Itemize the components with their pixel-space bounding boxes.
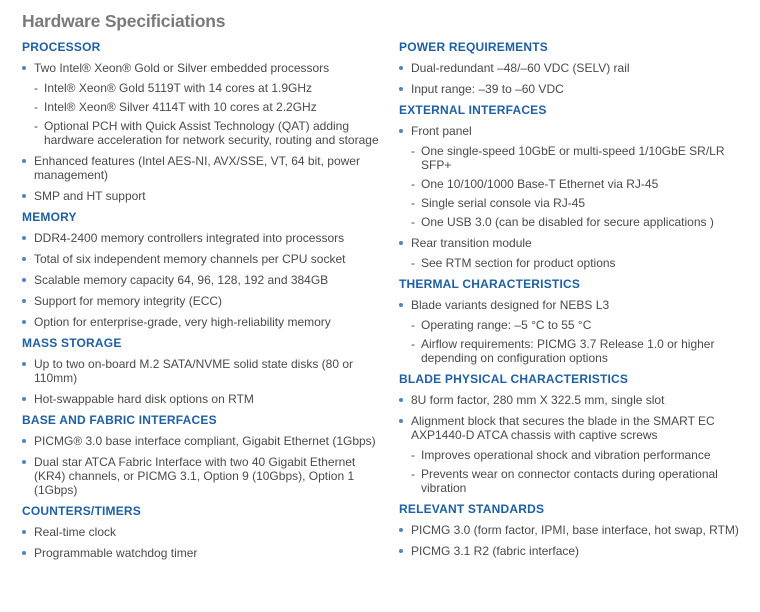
bullet-text: Hot-swappable hard disk options on RTM xyxy=(34,392,254,406)
section-heading: EXTERNAL INTERFACES xyxy=(399,103,547,117)
right-column xyxy=(399,40,749,565)
sub-list xyxy=(411,448,749,495)
sub-item-text: Prevents wear on connector contacts during operational vibration xyxy=(421,467,718,495)
sub-item xyxy=(411,177,749,191)
bullet-item xyxy=(22,315,384,329)
bullet-dot-icon xyxy=(399,419,403,423)
dash-icon: - xyxy=(411,337,415,351)
bullet-dot-icon xyxy=(399,87,403,91)
section-heading: POWER REQUIREMENTS xyxy=(399,40,548,54)
bullet-item xyxy=(399,523,749,537)
sub-item-text: Improves operational shock and vibration performance xyxy=(421,448,711,462)
dash-icon: - xyxy=(411,467,415,481)
bullet-dot-icon xyxy=(399,528,403,532)
bullet-item xyxy=(22,61,384,147)
bullet-item xyxy=(399,82,749,96)
dash-icon: - xyxy=(34,81,38,95)
bullet-item xyxy=(399,298,749,365)
bullet-dot-icon xyxy=(399,549,403,553)
section-processor xyxy=(22,40,384,203)
bullet-item xyxy=(22,357,384,385)
sub-item-text: See RTM section for product options xyxy=(421,256,616,270)
section-base-and-fabric-interfaces xyxy=(22,413,384,497)
bullet-text: 8U form factor, 280 mm X 322.5 mm, single slot xyxy=(411,393,665,407)
bullet-item xyxy=(22,525,384,539)
bullet-text: Scalable memory capacity 64, 96, 128, 192 and 384GB xyxy=(34,273,329,287)
sub-item xyxy=(411,337,749,365)
section-heading: COUNTERS/TIMERS xyxy=(22,504,142,518)
bullet-item xyxy=(399,61,749,75)
bullet-item xyxy=(399,414,749,495)
section-heading: PROCESSOR xyxy=(22,40,101,54)
bullet-item xyxy=(22,189,384,203)
sub-item-text: One 10/100/1000 Base-T Ethernet via RJ-45 xyxy=(421,177,659,191)
bullet-text: Dual-redundant –48/–60 VDC (SELV) rail xyxy=(411,61,630,75)
bullet-text: Rear transition module xyxy=(411,236,532,250)
bullet-item xyxy=(399,236,749,270)
bullet-item xyxy=(22,546,384,560)
bullet-dot-icon xyxy=(22,236,26,240)
dash-icon: - xyxy=(411,177,415,191)
section-heading: BASE AND FABRIC INTERFACES xyxy=(22,413,217,427)
sub-item-text: Optional PCH with Quick Assist Technology (QAT) adding hardware acceleration for network security, routing and storage xyxy=(44,119,379,147)
section-thermal-characteristics xyxy=(399,277,749,365)
bullet-dot-icon xyxy=(22,278,26,282)
sub-list xyxy=(411,256,749,270)
bullet-text: DDR4-2400 memory controllers integrated into processors xyxy=(34,231,345,245)
sub-list xyxy=(411,318,749,365)
sub-item xyxy=(34,100,384,114)
bullet-text: Alignment block that secures the blade in the SMART EC AXP1440-D ATCA chassis with captive screws xyxy=(411,414,715,442)
bullet-item xyxy=(22,273,384,287)
sub-item xyxy=(411,256,749,270)
dash-icon: - xyxy=(34,119,38,133)
bullet-dot-icon xyxy=(399,66,403,70)
bullet-item xyxy=(22,154,384,182)
bullet-text: Dual star ATCA Fabric Interface with two 40 Gigabit Ethernet (KR4) channels, or PICMG 3.1, Option 9 (10Gbps), Option 1 (1Gbps) xyxy=(34,455,356,497)
dash-icon: - xyxy=(411,448,415,462)
section-mass-storage xyxy=(22,336,384,406)
bullet-item xyxy=(22,231,384,245)
bullet-item xyxy=(22,455,384,497)
bullet-dot-icon xyxy=(22,66,26,70)
section-heading: MASS STORAGE xyxy=(22,336,122,350)
section-heading: BLADE PHYSICAL CHARACTERISTICS xyxy=(399,372,629,386)
bullet-text: Two Intel® Xeon® Gold or Silver embedded processors xyxy=(34,61,330,75)
sub-item xyxy=(411,215,749,229)
section-heading: THERMAL CHARACTERISTICS xyxy=(399,277,581,291)
bullet-item xyxy=(22,434,384,448)
bullet-dot-icon xyxy=(22,299,26,303)
bullet-text: SMP and HT support xyxy=(34,189,146,203)
dash-icon: - xyxy=(411,318,415,332)
bullet-text: Up to two on-board M.2 SATA/NVME solid state disks (80 or 110mm) xyxy=(34,357,354,385)
bullet-dot-icon xyxy=(399,241,403,245)
sub-list xyxy=(411,144,749,229)
bullet-dot-icon xyxy=(22,194,26,198)
bullet-text: Blade variants designed for NEBS L3 xyxy=(411,298,610,312)
bullet-dot-icon xyxy=(399,303,403,307)
sub-item-text: One USB 3.0 (can be disabled for secure applications ) xyxy=(421,215,714,229)
bullet-dot-icon xyxy=(22,362,26,366)
bullet-dot-icon xyxy=(399,129,403,133)
bullet-dot-icon xyxy=(22,320,26,324)
page-title: Hardware Specificiations xyxy=(22,11,226,31)
bullet-item xyxy=(399,544,749,558)
section-external-interfaces xyxy=(399,103,749,270)
bullet-item xyxy=(22,252,384,266)
bullet-item xyxy=(22,392,384,406)
dash-icon: - xyxy=(411,215,415,229)
bullet-dot-icon xyxy=(22,257,26,261)
dash-icon: - xyxy=(411,256,415,270)
bullet-text: Real-time clock xyxy=(34,525,117,539)
section-heading: RELEVANT STANDARDS xyxy=(399,502,545,516)
bullet-text: Input range: –39 to –60 VDC xyxy=(411,82,564,96)
dash-icon: - xyxy=(411,196,415,210)
sub-item xyxy=(411,144,749,172)
sub-item xyxy=(34,81,384,95)
section-relevant-standards xyxy=(399,502,749,558)
sub-item-text: Operating range: –5 °C to 55 °C xyxy=(421,318,592,332)
sub-item xyxy=(411,467,749,495)
bullet-dot-icon xyxy=(22,397,26,401)
section-counters-timers xyxy=(22,504,384,560)
bullet-dot-icon xyxy=(22,439,26,443)
sub-item xyxy=(411,196,749,210)
sub-item-text: Airflow requirements: PICMG 3.7 Release 1.0 or higher depending on configuration options xyxy=(421,337,715,365)
bullet-dot-icon xyxy=(22,530,26,534)
left-column xyxy=(22,40,384,567)
bullet-text: Total of six independent memory channels per CPU socket xyxy=(34,252,346,266)
bullet-dot-icon xyxy=(22,551,26,555)
sub-item-text: Single serial console via RJ-45 xyxy=(421,196,586,210)
section-memory xyxy=(22,210,384,329)
bullet-dot-icon xyxy=(22,460,26,464)
bullet-text: Programmable watchdog timer xyxy=(34,546,198,560)
bullet-text: Support for memory integrity (ECC) xyxy=(34,294,223,308)
section-blade-physical-characteristics xyxy=(399,372,749,495)
sub-item xyxy=(34,119,384,147)
sub-item xyxy=(411,318,749,332)
dash-icon: - xyxy=(34,100,38,114)
sub-list xyxy=(34,81,384,147)
bullet-text: PICMG 3.0 (form factor, IPMI, base interface, hot swap, RTM) xyxy=(411,523,739,537)
bullet-item xyxy=(399,124,749,229)
sub-item-text: Intel® Xeon® Silver 4114T with 10 cores at 2.2GHz xyxy=(44,100,317,114)
bullet-text: PICMG® 3.0 base interface compliant, Gigabit Ethernet (1Gbps) xyxy=(34,434,376,448)
sub-item-text: One single-speed 10GbE or multi-speed 1/10GbE SR/LR SFP+ xyxy=(421,144,725,172)
section-power-requirements xyxy=(399,40,749,96)
bullet-item xyxy=(22,294,384,308)
bullet-text: Enhanced features (Intel AES-NI, AVX/SSE, VT, 64 bit, power management) xyxy=(34,154,360,182)
sub-item xyxy=(411,448,749,462)
section-heading: MEMORY xyxy=(22,210,77,224)
bullet-text: Option for enterprise-grade, very high-reliability memory xyxy=(34,315,331,329)
sub-item-text: Intel® Xeon® Gold 5119T with 14 cores at 1.9GHz xyxy=(44,81,313,95)
bullet-dot-icon xyxy=(399,398,403,402)
dash-icon: - xyxy=(411,144,415,158)
bullet-item xyxy=(399,393,749,407)
bullet-text: Front panel xyxy=(411,124,472,138)
bullet-text: PICMG 3.1 R2 (fabric interface) xyxy=(411,544,580,558)
bullet-dot-icon xyxy=(22,159,26,163)
